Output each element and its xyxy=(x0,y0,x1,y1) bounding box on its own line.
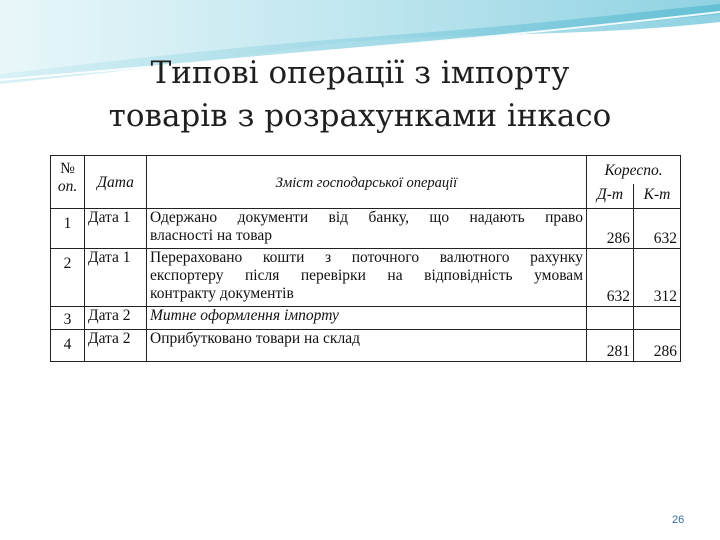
row-number: 3 xyxy=(51,306,85,329)
row-content xyxy=(147,306,587,329)
row-number: 2 xyxy=(51,248,85,306)
table-row xyxy=(51,208,681,248)
slide-title-line-2: товарів з розрахунками інкасо xyxy=(108,98,612,134)
row-content-line: Перераховано кошти з поточного валютного рахунку xyxy=(150,248,583,266)
row-content xyxy=(147,248,587,306)
table-row xyxy=(51,248,681,306)
row-date: Дата 1 xyxy=(85,208,147,248)
row-content xyxy=(147,208,587,248)
page-number: 26 xyxy=(672,514,685,526)
table-row xyxy=(51,306,681,329)
row-credit: 312 xyxy=(634,248,681,306)
row-date: Дата 2 xyxy=(85,329,147,361)
slide-title-line-1: Типові операції з імпорту xyxy=(150,55,570,91)
table-row xyxy=(51,329,681,361)
row-content-line: Одержано документи від банку, що надають право xyxy=(150,208,583,226)
header-correspondence: Кореспо. xyxy=(587,156,681,184)
row-number: 4 xyxy=(51,329,85,361)
row-content-line: Митне оформлення імпорту xyxy=(150,306,339,324)
row-debit: 286 xyxy=(587,208,634,248)
header-debit: Д-т xyxy=(587,184,634,209)
header-number-cell xyxy=(51,156,85,209)
operations-table xyxy=(50,155,681,362)
header-credit: К-т xyxy=(634,184,681,209)
row-credit: 286 xyxy=(634,329,681,361)
row-content xyxy=(147,329,587,361)
row-content-line: експортеру після перевірки на відповідність умовам xyxy=(150,266,583,284)
table-header-row xyxy=(51,156,681,184)
row-date: Дата 1 xyxy=(85,248,147,306)
row-content-line: Оприбутковано товари на склад xyxy=(150,329,360,347)
row-date: Дата 2 xyxy=(85,306,147,329)
header-date: Дата xyxy=(85,156,147,209)
row-debit xyxy=(587,306,634,329)
header-content: Зміст господарської операції xyxy=(147,156,587,209)
row-debit: 632 xyxy=(587,248,634,306)
row-debit: 281 xyxy=(587,329,634,361)
row-content-line: власності на товар xyxy=(150,226,272,244)
row-credit: 632 xyxy=(634,208,681,248)
row-number: 1 xyxy=(51,208,85,248)
header-number-sub: оп. xyxy=(57,178,78,195)
header-number: № xyxy=(60,160,75,177)
slide-title xyxy=(0,52,720,138)
row-content-line: контракту документів xyxy=(150,284,294,302)
row-credit xyxy=(634,306,681,329)
